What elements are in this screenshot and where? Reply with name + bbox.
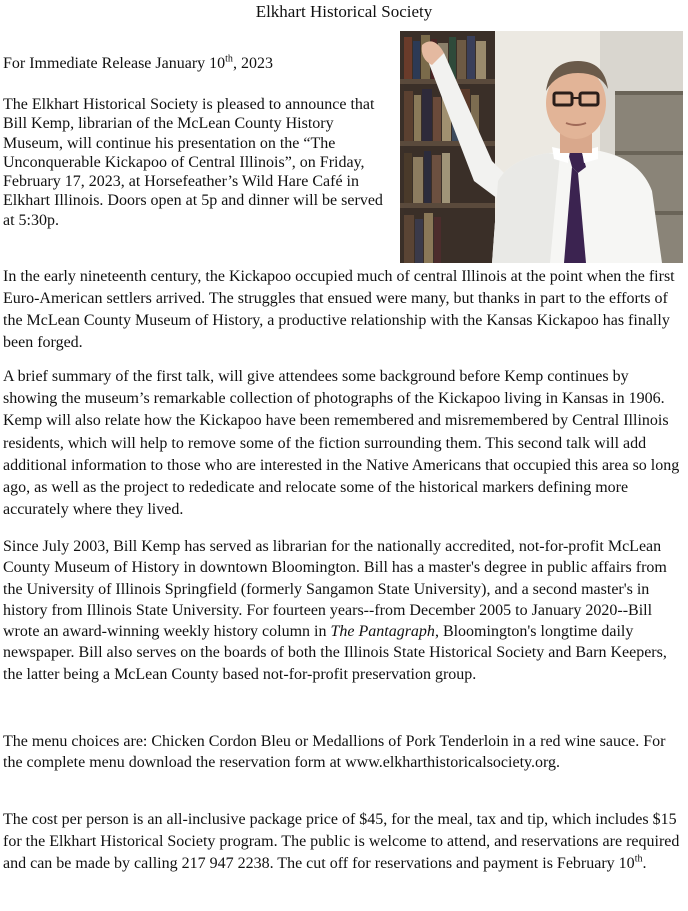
- bio-text-1: Since July 2003, Bill Kemp has served as librarian for the nationally accredited, not-for-profit McLean County Museum of History in downtown Bloomington. Bill has a master's degree in public affairs from the University of Illinois Springfield (formerly Sangamon State University), and a second master's in history from Illinois State University. For fourteen years--from December 2005 to January 2020--Bill wrote an award-winning weekly history column in: [3, 538, 667, 641]
- release-date-ordinal: th: [225, 53, 233, 65]
- paragraph-speaker-bio: [3, 536, 685, 685]
- bio-text-2: , Bloomington's longtime daily newspaper. Bill also serves on the boards of both the Illinois State Historical Society and Barn Keepers, the latter being a McLean County based not-for-profit preservation group.: [3, 623, 667, 683]
- speaker-photo-image: [400, 31, 683, 263]
- cost-text-end: .: [642, 855, 647, 872]
- paragraph-cost: [3, 809, 685, 875]
- page-header: Elkhart Historical Society: [255, 2, 433, 21]
- intro-paragraph: The Elkhart Historical Society is pleased to announce that Bill Kemp, librarian of the McLean County History Museum, will continue his presentation on the “The Unconquerable Kickapoo of Central Illinois”, on Friday, February 17, 2023, at Horsefeather’s Wild Hare Café in Elkhart Illinois. Doors open at 5p and dinner will be served at 5:30p.: [3, 96, 383, 229]
- paragraph-talk-summary: A brief summary of the first talk, will give attendees some background before Kemp continues by showing the museum’s remarkable collection of photographs of the Kickapoo living in Kansas in 1906. Kemp will also relate how the Kickapoo have been remembered and misremembered by Central Illinois residents, which will help to remove some of the fiction surrounding them. This second talk will add additional information to those who are interested in the Native Americans that occupied this area so long ago, as well as the project to rededicate and relocate some of the historical markers defining more accurately where they lived.: [3, 368, 680, 519]
- paragraph-menu: The menu choices are: Chicken Cordon Bleu or Medallions of Pork Tenderloin in a red wine sauce. For the complete menu download the reservation form at www.elkharthistoricalsociety.org.: [3, 733, 666, 771]
- speaker-photo: [400, 31, 683, 263]
- newspaper-title: The Pantagraph: [330, 623, 435, 641]
- release-date-text: For Immediate Release January 10: [3, 55, 226, 72]
- cost-text: The cost per person is an all-inclusive package price of $45, for the meal, tax and tip, which includes $15 for the Elkhart Historical Society program. The public is welcome to attend, and reservations are required and can be made by calling 217 947 2238. The cut off for reservations and payment is February 10: [3, 811, 680, 872]
- release-date-year: , 2023: [232, 55, 273, 72]
- cost-date-ordinal: th: [634, 853, 643, 865]
- paragraph-history: In the early nineteenth century, the Kickapoo occupied much of central Illinois at the point when the first Euro-American settlers arrived. The struggles that ensued were many, but thanks in part to the efforts of the McLean County Museum of History, a productive relationship with the Kansas Kickapoo has finally been forged.: [3, 268, 675, 351]
- release-dateline: [3, 54, 273, 74]
